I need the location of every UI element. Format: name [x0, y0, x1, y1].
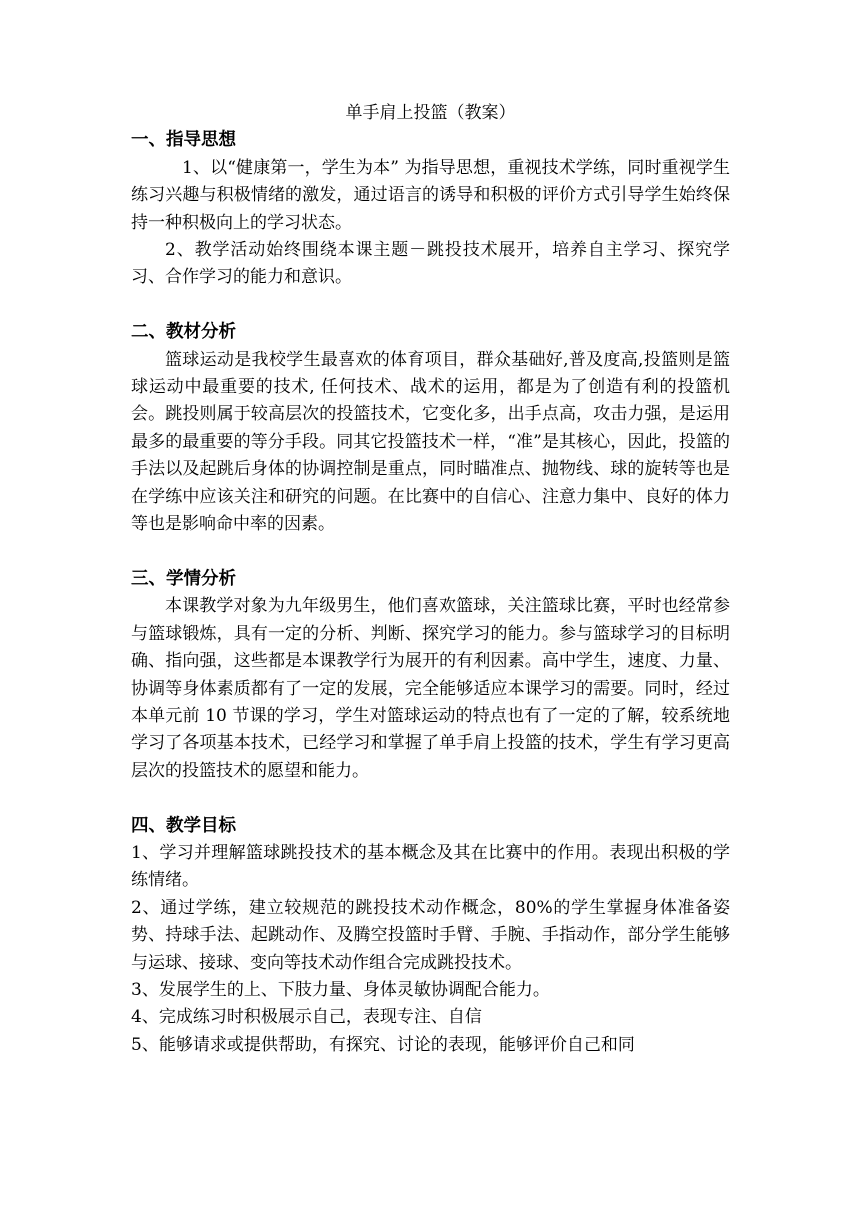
paragraph: 2、教学活动始终围绕本课主题－跳投技术展开，培养自主学习、探究学习、合作学习的能力和意识。 — [131, 240, 730, 288]
section-heading-teaching-objectives: 四、教学目标 — [131, 815, 236, 836]
document-page — [131, 100, 730, 1059]
list-item: 1、学习并理解篮球跳投技术的基本概念及其在比赛中的作用。表现出积极的学练情绪。 — [131, 842, 730, 891]
paragraph: 1、以“健康第一，学生为本” 为指导思想，重视技术学练，同时重视学生练习兴趣与积极情绪的激发，通过语言的诱导和积极的评价方式引导学生始终保持一种积极向上的学习状态。 — [131, 157, 730, 233]
section-heading-guiding-ideology: 一、指导思想 — [131, 130, 236, 151]
spacer — [131, 785, 730, 812]
spacer — [131, 538, 730, 565]
section-heading-material-analysis: 二、教材分析 — [131, 322, 236, 343]
spacer — [131, 292, 730, 319]
list-item: 3、发展学生的上、下肢力量、身体灵敏协调配合能力。 — [131, 979, 550, 1000]
list-item: 2、通过学练，建立较规范的跳投技术动作概念，80%的学生掌握身体准备姿势、持球手法、起跳动作、及腾空投篮时手臂、手腕、手指动作，部分学生能够与运球、接球、变向等技术动作组合完成跳投技术。 — [131, 897, 730, 973]
section-heading-student-analysis: 三、学情分析 — [131, 568, 236, 589]
list-item: 5、能够请求或提供帮助，有探究、讨论的表现，能够评价自己和同 — [131, 1034, 635, 1055]
paragraph: 篮球运动是我校学生最喜欢的体育项目，群众基础好,普及度高,投篮则是篮球运动中最重要的技术, 任何技术、战术的运用，都是为了创造有利的投篮机会。跳投则属于较高层次的投篮技术，它变化多，出手点高，攻击力强，是运用最多的最重要的等分手段。同其它投篮技术一样，“准”是其核心，因此，投篮的手法以及起跳后身体的协调控制是重点，同时瞄准点、抛物线、球的旋转等也是在学练中应该关注和研究的问题。在比赛中的自信心、注意力集中、良好的体力等也是影响命中率的因素。 — [131, 349, 730, 535]
list-item: 4、完成练习时积极展示自己，表现专注、自信 — [131, 1007, 482, 1028]
document-title: 单手肩上投篮（教案） — [345, 103, 516, 123]
paragraph: 本课教学对象为九年级男生，他们喜欢篮球，关注篮球比赛，平时也经常参与篮球锻炼，具有一定的分析、判断、探究学习的能力。参与篮球学习的目标明确、指向强，这些都是本课教学行为展开的有利因素。高中学生，速度、力量、协调等身体素质都有了一定的发展，完全能够适应本课学习的需要。同时，经过本单元前 10 节课的学习，学生对篮球运动的特点也有了一定的了解，较系统地学习了各项基本技术，已经学习和掌握了单手肩上投篮的技术，学生有学习更高层次的投篮技术的愿望和能力。 — [131, 596, 730, 781]
